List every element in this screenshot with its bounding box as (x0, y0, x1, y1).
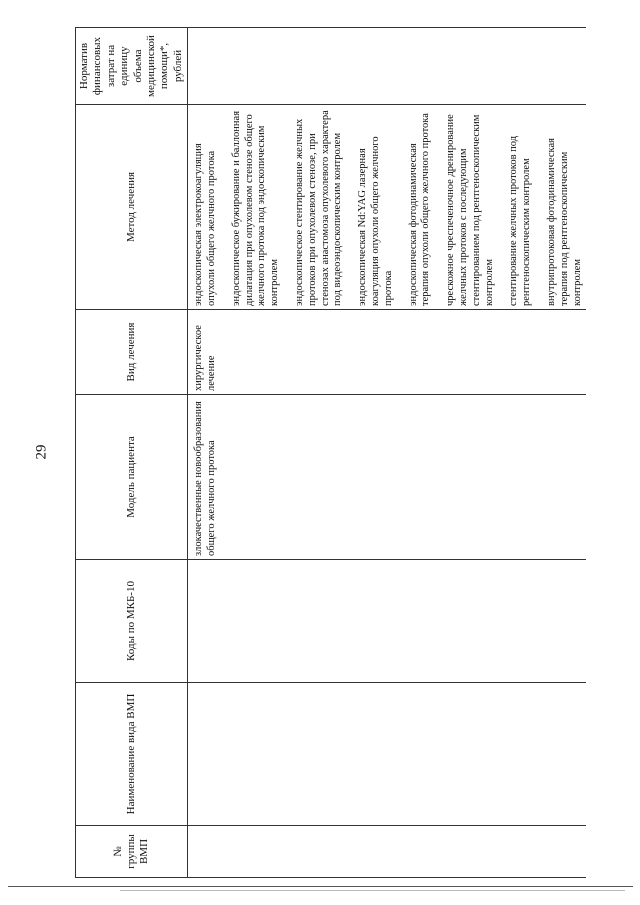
header-patient-model: Модель пациента (76, 395, 188, 560)
cell-group-no (188, 826, 587, 878)
cell-cost-standard (188, 28, 587, 105)
vmp-table (75, 27, 586, 878)
cell-icd-codes (188, 560, 587, 683)
header-cost-standard: Норматив финансовых затрат на единицу объема медицинской помощи*, рублей (76, 28, 188, 105)
method-item: эндоскопическое бужирование и баллонная дилатация при опухолевом стенозе общего желчного протока под эндоскопическим контролем (230, 110, 281, 306)
header-treatment-type: Вид лечения (76, 310, 188, 395)
header-icd-codes: Коды по МКБ-10 (76, 560, 188, 683)
cell-patient-model: злокачественные новообразования общего желчного протока (188, 395, 587, 560)
method-item: эндоскопическое стентирование желчных протоков при опухолевом стенозе, при стенозах анастомоза опухолевого характера под видеоэндоскопическим контролем (294, 110, 344, 306)
header-name: Наименование вида ВМП (76, 683, 188, 826)
cell-treatment-type: хирургическое лечение (188, 310, 587, 395)
table-header-row (76, 28, 188, 878)
header-treatment-method: Метод лечения (76, 105, 188, 310)
bottom-divider (8, 886, 633, 887)
vmp-table-sheet (75, 28, 583, 878)
method-item: эндоскопическая электрокоагуляция опухоли общего желчного протока (193, 143, 218, 306)
method-item: стентирование желчных протоков под рентгеноскопическим контролем (508, 135, 533, 306)
method-item: чрескожное чреспеченочное дренирование желчных протоков с последующим стентированием под рентгеноскопическим контролем (445, 114, 495, 306)
table-row (188, 28, 587, 878)
cell-treatment-methods (188, 105, 587, 310)
method-item: эндоскопическая фотодинамическая терапия опухоли общего желчного протока (407, 113, 432, 306)
header-group-no: № группы ВМП (76, 826, 188, 878)
method-item: внутрипротоковая фотодинамическая терапия под рентгеноскопическим контролем (545, 138, 583, 306)
bottom-divider-secondary (120, 890, 625, 891)
cell-name (188, 683, 587, 826)
page-number: 29 (33, 444, 50, 460)
method-item: эндоскопическая Nd:YAG лазерная коагуляция опухоли общего желчного протока (357, 136, 394, 306)
